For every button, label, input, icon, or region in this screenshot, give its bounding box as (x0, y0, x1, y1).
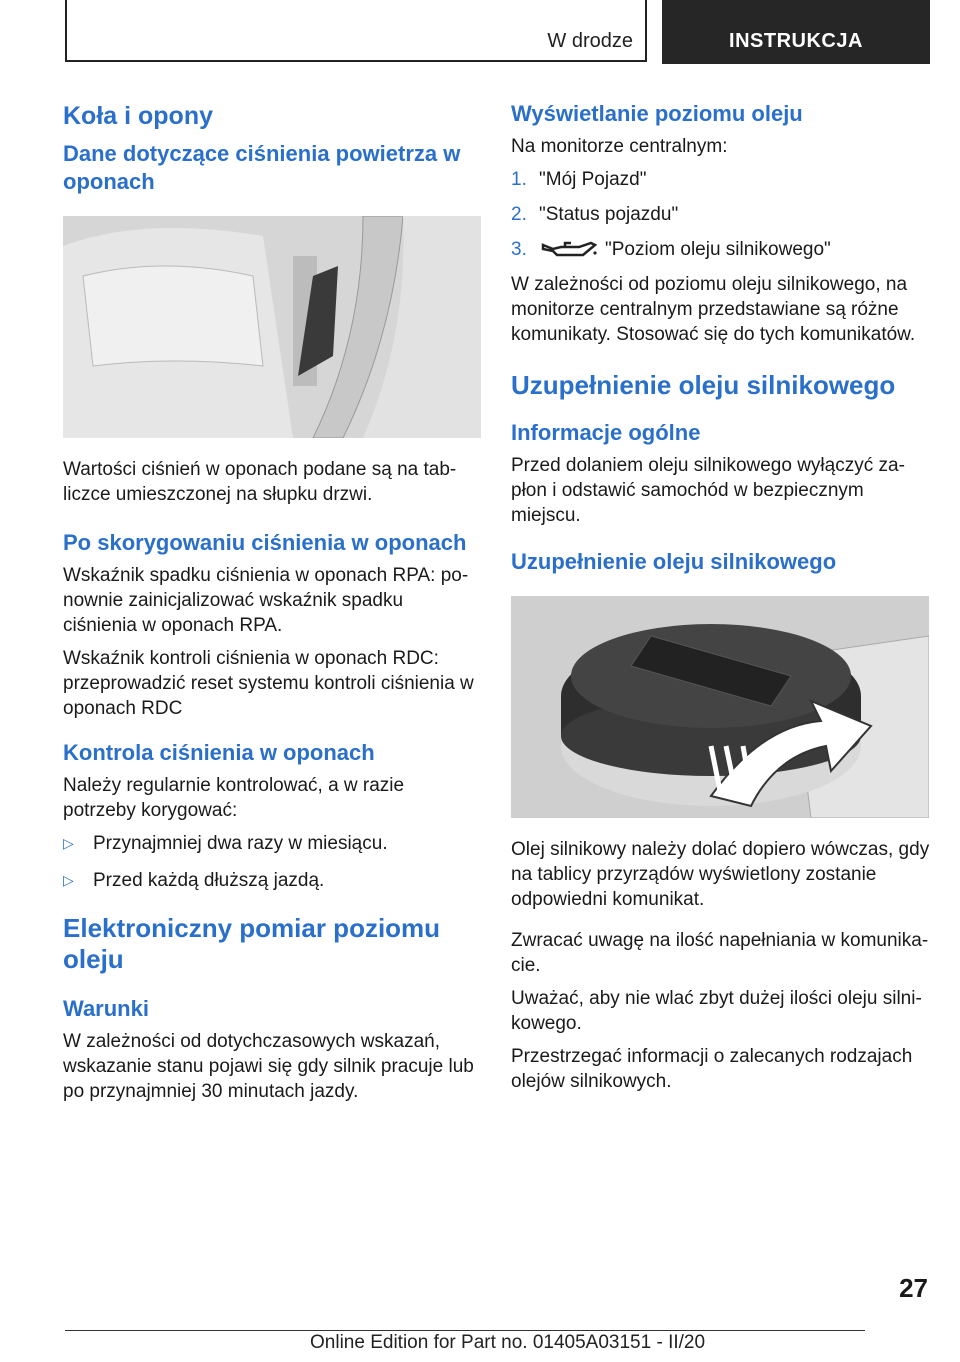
paragraph-rdc: Wskaźnik kontroli ciśnienia w oponach RDC: przeprowadzić reset systemu kontroli ciśnienia w oponach RDC (63, 648, 474, 719)
list-item: 3. "Poziom oleju silnikowego" (511, 239, 831, 260)
page-number: 27 (899, 1273, 928, 1303)
paragraph-monitor: Na monitorze centralnym: (511, 136, 728, 157)
list-item: 2. "Status pojazdu" (511, 204, 679, 225)
footer-divider (65, 1330, 865, 1331)
heading-pressure-data: Dane dotyczące ciśnienia powietrza w oponach (63, 141, 461, 194)
paragraph-check: Należy regularnie kontrolować, a w razie potrzeby korygować: (63, 775, 405, 821)
heading-after-correction: Po skorygowaniu ciśnienia w oponach (63, 530, 467, 555)
paragraph-not-too-much: Uważać, aby nie wlać zbyt dużej ilości oleju silni-kowego. (511, 988, 922, 1034)
heading-general: Informacje ogólne (511, 420, 701, 445)
chapter-tab (662, 0, 930, 64)
section-tab (65, 0, 647, 62)
paragraph-quantity: Zwracać uwagę na ilość napełniania w komunika-cie. (511, 930, 929, 976)
paragraph-pressure-values: Wartości ciśnień w oponach podane są na tab-liczce umieszczonej na słupku drzwi. (63, 459, 457, 505)
paragraph-add-when: Olej silnikowy należy dolać dopiero wówczas, gdy na tablicy przyrządów wyświetlony zostanie odpowiedni komunikat. (511, 839, 930, 910)
list-item: ▷ Przynajmniej dwa razy w miesiącu. (63, 833, 388, 854)
heading-conditions: Warunki (63, 996, 149, 1021)
paragraph-oil-types: Przestrzegać informacji o zalecanych rodzajach olejów silnikowych. (511, 1046, 913, 1092)
oil-can-icon (539, 239, 599, 261)
triangle-bullet-icon: ▷ (63, 835, 74, 851)
heading-wheels: Koła i opony (63, 102, 213, 130)
door-pillar-photo (63, 216, 481, 438)
paragraph-conditions: W zależności od dotychczasowych wskazań, wskazanie stanu pojawi się gdy silnik pracuje lub po przynajmniej 30 minutach jazdy. (63, 1031, 474, 1102)
list-item: ▷ Przed każdą dłuższą jazdą. (63, 870, 325, 891)
oil-cap-photo (511, 596, 929, 818)
left-column (63, 100, 481, 1112)
heading-refill-sub: Uzupełnienie oleju silnikowego (511, 549, 837, 574)
list-item: 1. "Mój Pojazd" (511, 169, 647, 190)
heading-oil-display: Wyświetlanie poziomu oleju (511, 101, 803, 126)
triangle-bullet-icon: ▷ (63, 872, 74, 888)
paragraph-rpa: Wskaźnik spadku ciśnienia w oponach RPA: po-nownie zainicjalizować wskaźnik spadku ciśnienia w oponach RPA. (63, 565, 469, 636)
chapter-label: INSTRUKCJA (729, 30, 863, 52)
steps-list (511, 167, 931, 262)
section-label: W drodze (547, 30, 633, 52)
check-list (63, 831, 481, 893)
heading-pressure-check: Kontrola ciśnienia w oponach (63, 740, 375, 765)
page-header (65, 0, 930, 64)
heading-refill: Uzupełnienie oleju silnikowego (511, 370, 896, 400)
heading-oil-measure: Elektroniczny pomiar poziomu oleju (63, 913, 441, 974)
paragraph-general: Przed dolaniem oleju silnikowego wyłączyć za-płon i odstawić samochód w bezpiecznym miejscu. (511, 455, 905, 526)
paragraph-messages: W zależności od poziomu oleju silnikowego, na monitorze centralnym przedstawiane są różne komunikaty. Stosować się do tych komunikatów. (511, 274, 916, 345)
footer-edition: Online Edition for Part no. 01405A03151 - II/20 (310, 1332, 706, 1353)
right-column (511, 100, 931, 1102)
